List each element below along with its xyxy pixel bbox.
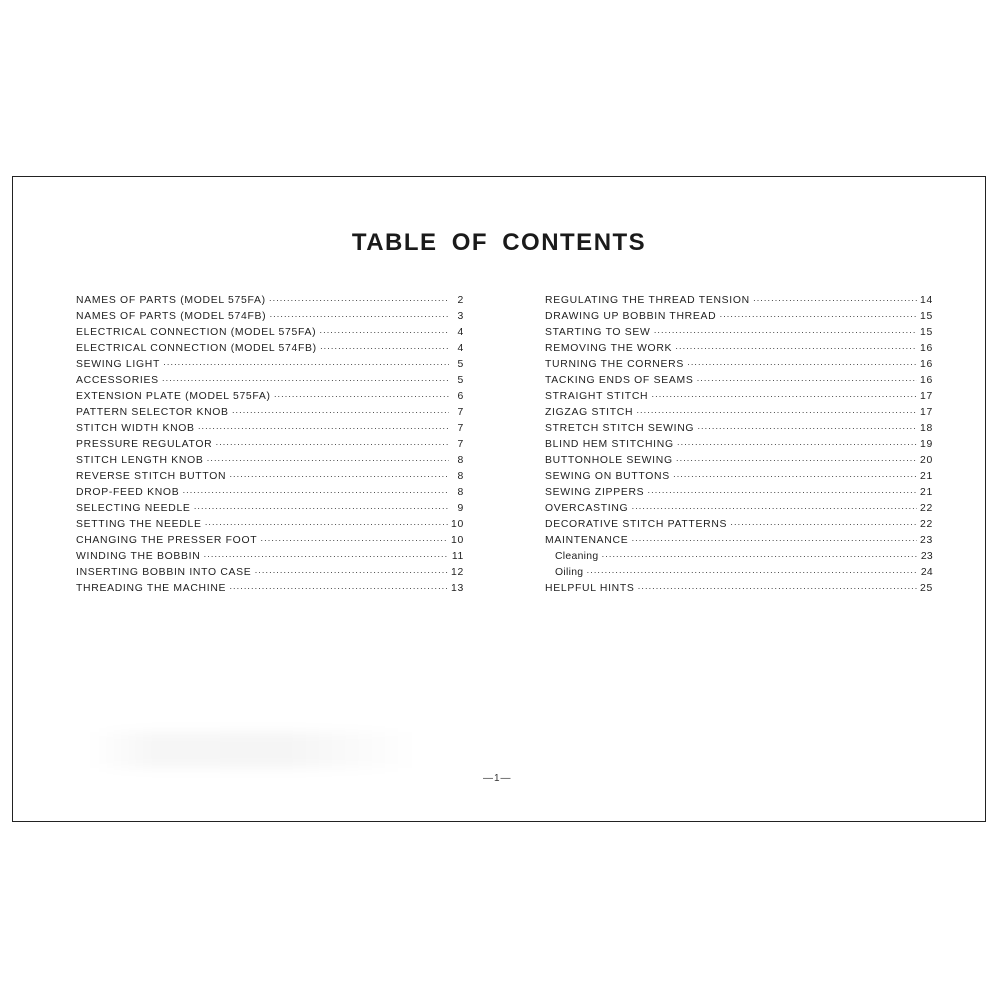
toc-entry-page: 8 (457, 471, 464, 482)
toc-entry-label: OVERCASTING (545, 503, 629, 514)
toc-entry-page: 16 (920, 359, 933, 370)
toc-entry-page: 23 (920, 551, 933, 562)
toc-entry (545, 327, 933, 343)
toc-entry (545, 455, 933, 471)
dot-leader (730, 519, 917, 529)
toc-entry-page: 6 (457, 391, 464, 402)
toc-entry (545, 535, 933, 551)
manual-page (12, 176, 986, 822)
toc-entry (76, 375, 464, 391)
toc-entry (545, 343, 933, 359)
toc-entry-label: CHANGING THE PRESSER FOOT (76, 535, 258, 546)
toc-entry-label: STRAIGHT STITCH (545, 391, 649, 402)
toc-entry (76, 439, 464, 455)
toc-entry-label: SEWING LIGHT (76, 359, 161, 370)
toc-entry-page: 10 (451, 519, 464, 530)
toc-entry-label: SEWING ZIPPERS (545, 487, 645, 498)
dot-leader (182, 487, 449, 497)
toc-entry-page: 10 (451, 535, 464, 546)
toc-subentry (545, 551, 933, 567)
toc-entry-page: 12 (451, 567, 464, 578)
toc-entry (76, 343, 464, 359)
toc-entry-label: BLIND HEM STITCHING (545, 439, 674, 450)
toc-entry (76, 487, 464, 503)
toc-entry (76, 583, 464, 599)
toc-entry-label: Oiling (555, 567, 584, 578)
toc-entry (545, 439, 933, 455)
toc-entry-label: MAINTENANCE (545, 535, 629, 546)
dot-leader (677, 439, 917, 449)
dot-leader (651, 391, 917, 401)
toc-entry (76, 295, 464, 311)
toc-entry-page: 16 (920, 343, 933, 354)
toc-entry (545, 471, 933, 487)
dot-leader (207, 455, 450, 465)
toc-entry (76, 455, 464, 471)
dot-leader (654, 327, 917, 337)
toc-entry-page: 22 (920, 519, 933, 530)
toc-entry-label: REVERSE STITCH BUTTON (76, 471, 227, 482)
toc-column-left (76, 295, 464, 599)
toc-entry-label: BUTTONHOLE SEWING (545, 455, 673, 466)
toc-entry (545, 519, 933, 535)
toc-column-right (545, 295, 933, 599)
toc-entry (76, 551, 464, 567)
toc-entry-page: 13 (451, 583, 464, 594)
dot-leader (319, 327, 449, 337)
toc-entry (545, 295, 933, 311)
dot-leader (753, 295, 917, 305)
toc-entry-page: 23 (920, 535, 933, 546)
dot-leader (254, 567, 448, 577)
dot-leader (719, 311, 917, 321)
toc-entry-label: DRAWING UP BOBBIN THREAD (545, 311, 717, 322)
toc-entry-page: 14 (920, 295, 933, 306)
page-title: TABLE OF CONTENTS (351, 229, 647, 256)
toc-entry-label: REMOVING THE WORK (545, 343, 673, 354)
toc-entry-label: EXTENSION PLATE (MODEL 575FA) (76, 391, 271, 402)
toc-entry-label: TURNING THE CORNERS (545, 359, 684, 370)
toc-entry (76, 471, 464, 487)
toc-entry (545, 359, 933, 375)
toc-entry-label: STITCH WIDTH KNOB (76, 423, 195, 434)
toc-entry-label: PRESSURE REGULATOR (76, 439, 213, 450)
toc-subentry (545, 567, 933, 583)
toc-entry-page: 21 (920, 471, 933, 482)
toc-entry-label: PATTERN SELECTOR KNOB (76, 407, 229, 418)
toc-entry-page: 11 (451, 551, 464, 562)
toc-entry-label: DROP-FEED KNOB (76, 487, 180, 498)
toc-entry-label: REGULATING THE THREAD TENSION (545, 295, 750, 306)
toc-entry-page: 18 (920, 423, 933, 434)
toc-entry-label: NAMES OF PARTS (MODEL 575FA) (76, 295, 266, 306)
toc-entry-label: ZIGZAG STITCH (545, 407, 634, 418)
toc-entry-label: HELPFUL HINTS (545, 583, 635, 594)
dot-leader (673, 471, 917, 481)
toc-entry (76, 503, 464, 519)
toc-entry-page: 9 (457, 503, 464, 514)
toc-entry (545, 503, 933, 519)
toc-entry (76, 359, 464, 375)
dot-leader (205, 519, 448, 529)
toc-entry (76, 519, 464, 535)
toc-entry-page: 15 (920, 327, 933, 338)
toc-entry-page: 3 (457, 311, 464, 322)
dot-leader (229, 471, 449, 481)
dot-leader (215, 439, 449, 449)
toc-entry (545, 423, 933, 439)
toc-entry-page: 8 (457, 455, 464, 466)
toc-entry (76, 535, 464, 551)
dot-leader (676, 455, 917, 465)
dot-leader (638, 583, 917, 593)
dot-leader (194, 503, 449, 513)
toc-entry-page: 7 (457, 439, 464, 450)
toc-entry-page: 5 (457, 375, 464, 386)
toc-entry-page: 2 (457, 295, 464, 306)
toc-entry (545, 375, 933, 391)
toc-entry-label: SETTING THE NEEDLE (76, 519, 202, 530)
dot-leader (269, 295, 449, 305)
toc-entry (76, 407, 464, 423)
toc-entry-label: NAMES OF PARTS (MODEL 574FB) (76, 311, 267, 322)
toc-entry-page: 21 (920, 487, 933, 498)
toc-entry-page: 22 (920, 503, 933, 514)
toc-entry-label: ACCESSORIES (76, 375, 159, 386)
toc-entry-label: STRETCH STITCH SEWING (545, 423, 695, 434)
toc-entry-page: 7 (457, 407, 464, 418)
toc-entry-label: DECORATIVE STITCH PATTERNS (545, 519, 728, 530)
toc-entry-page: 17 (920, 391, 933, 402)
toc-entry-label: ELECTRICAL CONNECTION (MODEL 574FB) (76, 343, 317, 354)
dot-leader (631, 503, 917, 513)
toc-entry-page: 4 (457, 343, 464, 354)
dot-leader (203, 551, 448, 561)
toc-entry-label: THREADING THE MACHINE (76, 583, 227, 594)
dot-leader (260, 535, 448, 545)
toc-entry-label: STARTING TO SEW (545, 327, 651, 338)
toc-entry (545, 391, 933, 407)
dot-leader (696, 375, 917, 385)
toc-entry-page: 20 (920, 455, 933, 466)
toc-entry (545, 407, 933, 423)
dot-leader (274, 391, 449, 401)
toc-entry-page: 25 (920, 583, 933, 594)
dot-leader (269, 311, 449, 321)
dot-leader (675, 343, 917, 353)
scan-smudge (88, 732, 418, 768)
toc-entry-page: 7 (457, 423, 464, 434)
toc-entry-label: ELECTRICAL CONNECTION (MODEL 575FA) (76, 327, 317, 338)
dot-leader (601, 551, 917, 561)
toc-entry (76, 327, 464, 343)
page-number: —1— (483, 773, 512, 784)
toc-entry (76, 423, 464, 439)
toc-entry (76, 567, 464, 583)
dot-leader (198, 423, 449, 433)
dot-leader (636, 407, 917, 417)
dot-leader (687, 359, 917, 369)
toc-entry-page: 5 (457, 359, 464, 370)
dot-leader (631, 535, 917, 545)
dot-leader (229, 583, 448, 593)
toc-entry (76, 311, 464, 327)
dot-leader (320, 343, 449, 353)
toc-entry (545, 487, 933, 503)
dot-leader (647, 487, 917, 497)
toc-entry-label: INSERTING BOBBIN INTO CASE (76, 567, 252, 578)
toc-entry-label: STITCH LENGTH KNOB (76, 455, 204, 466)
toc-entry-page: 17 (920, 407, 933, 418)
toc-entry-label: SELECTING NEEDLE (76, 503, 191, 514)
dot-leader (586, 567, 917, 577)
dot-leader (163, 359, 449, 369)
toc-entry-page: 16 (920, 375, 933, 386)
toc-entry-page: 8 (457, 487, 464, 498)
dot-leader (162, 375, 449, 385)
toc-entry-label: TACKING ENDS OF SEAMS (545, 375, 694, 386)
toc-entry-page: 15 (920, 311, 933, 322)
toc-entry-page: 24 (920, 567, 933, 578)
dot-leader (697, 423, 917, 433)
toc-entry (76, 391, 464, 407)
toc-entry-page: 4 (457, 327, 464, 338)
toc-entry-label: Cleaning (555, 551, 599, 562)
toc-entry-page: 19 (920, 439, 933, 450)
toc-entry-label: SEWING ON BUTTONS (545, 471, 670, 482)
toc-entry (545, 583, 933, 599)
toc-entry-label: WINDING THE BOBBIN (76, 551, 201, 562)
toc-entry (545, 311, 933, 327)
dot-leader (232, 407, 449, 417)
